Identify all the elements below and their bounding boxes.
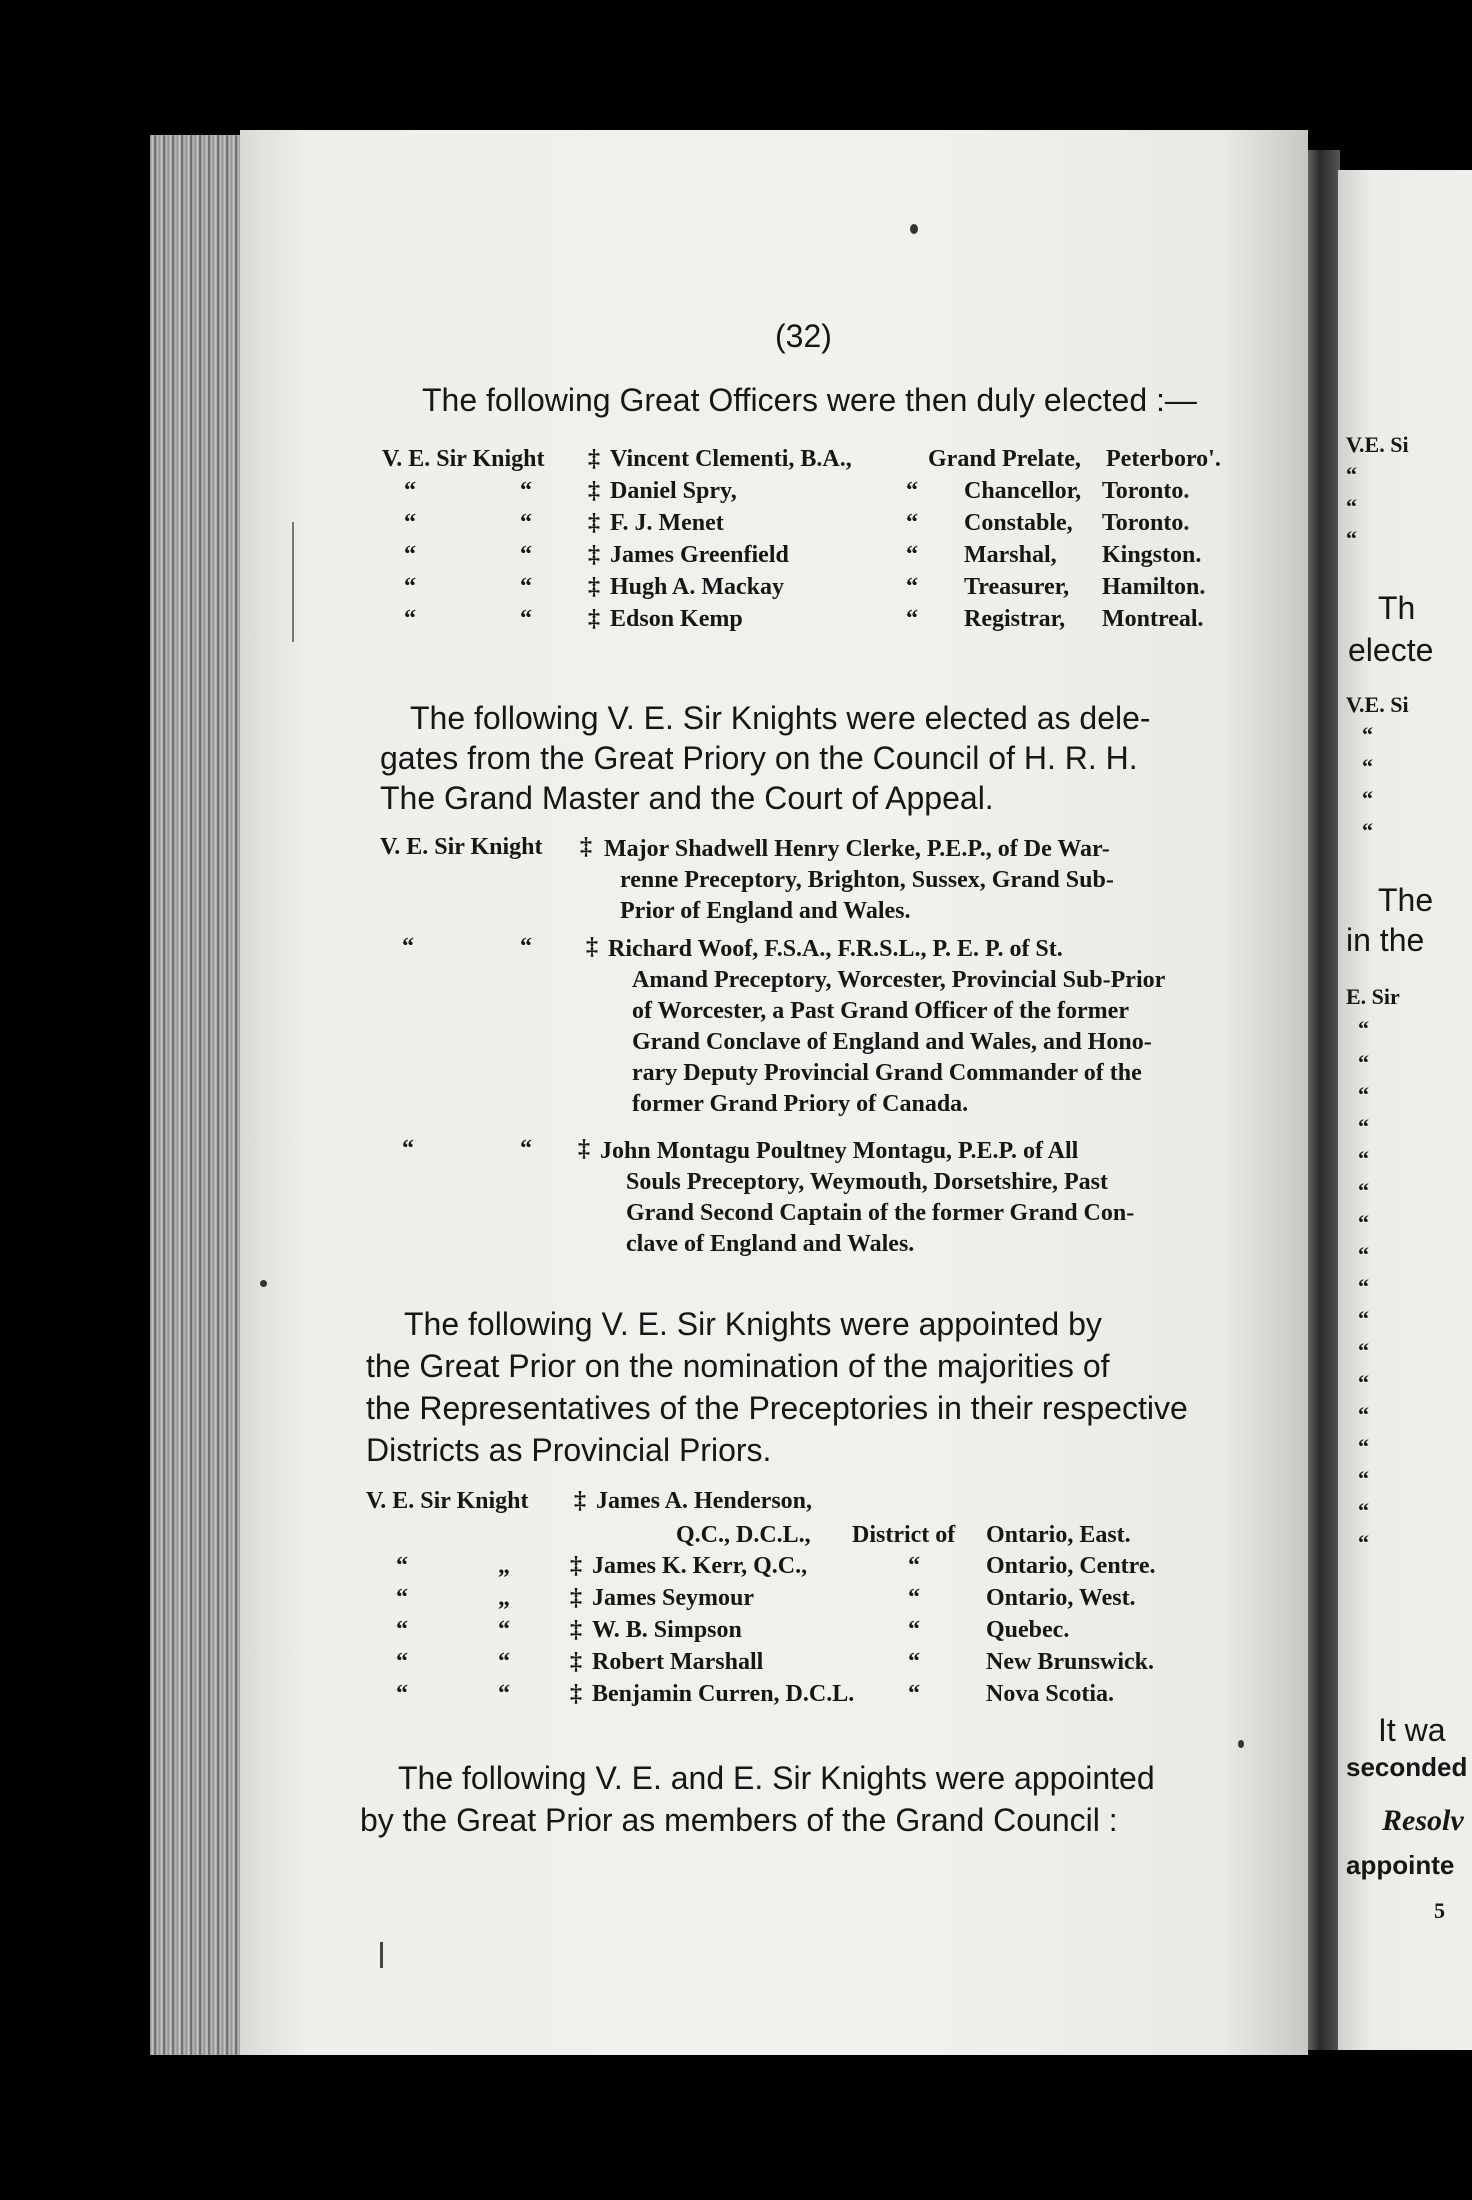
great-officers-intro: The following Great Officers were then duly elected :— [422,382,1197,418]
facing-page-fragment: E. Sir [1346,984,1400,1009]
ditto-mark: “ [908,1553,920,1579]
delegates-intro-line: The following V. E. Sir Knights were elected as dele- [410,700,1151,736]
delegate-prefix: V. E. Sir Knight [380,834,543,860]
prior-row [380,1553,1200,1585]
deceased-mark: ‡ [570,1649,582,1675]
prior-name: James A. Henderson, [596,1488,812,1514]
deceased-mark: ‡ [588,574,600,600]
delegate-text-line: Amand Preceptory, Worcester, Provincial Sub-Prior [632,967,1166,993]
officer-name: James Greenfield [610,542,789,568]
facing-page-fragment: “ [1358,1016,1369,1041]
officer-row [382,446,1262,478]
prior-district: Ontario, West. [986,1585,1136,1611]
prior-prefix: V. E. Sir Knight [366,1488,529,1514]
officer-place: Kingston. [1102,542,1202,568]
deceased-mark: ‡ [580,834,592,860]
facing-page-fragment: “ [1358,1050,1369,1075]
ditto-mark: “ [498,1617,510,1643]
ditto-mark: “ [520,934,532,960]
ditto-mark: „ [498,1553,510,1579]
officer-row [382,606,1262,638]
ditto-mark: “ [908,1649,920,1675]
facing-page-fragment: “ [1362,722,1373,747]
deceased-mark: ‡ [588,606,600,632]
prior-row [380,1585,1200,1617]
ditto-mark: “ [908,1585,920,1611]
officer-office: Marshal, [964,542,1057,568]
ditto-mark: „ [498,1585,510,1611]
officer-place: Montreal. [1102,606,1204,632]
officer-place: Peterboro'. [1106,446,1221,472]
facing-page-fragment: Resolv [1382,1804,1464,1837]
officer-name: Vincent Clementi, B.A., [610,446,852,472]
prior-name: Robert Marshall [592,1649,764,1675]
facing-page-fragment: “ [1358,1210,1369,1235]
officer-row [382,542,1262,574]
delegate-text-line: of Worcester, a Past Grand Officer of the former [632,998,1129,1024]
facing-page-fragment: “ [1358,1082,1369,1107]
delegates-intro-line: The Grand Master and the Court of Appeal. [380,780,994,816]
prior-row [380,1649,1200,1681]
facing-page-fragment: “ [1358,1370,1369,1395]
provincial-priors-intro-line: Districts as Provincial Priors. [366,1432,772,1468]
facing-page-fragment: V.E. Si [1346,432,1409,457]
prior-district: Quebec. [986,1617,1070,1643]
district-label: District of [852,1522,956,1548]
delegate-text-line: Richard Woof, F.S.A., F.R.S.L., P. E. P. of St. [608,936,1063,962]
page-edges [150,135,242,2055]
officer-name: Edson Kemp [610,606,743,632]
delegate-text-line: rary Deputy Provincial Grand Commander of the [632,1060,1142,1086]
ditto-mark: “ [520,574,532,600]
delegate-text-line: Major Shadwell Henry Clerke, P.E.P., of De War- [604,836,1110,862]
prior-row [380,1617,1200,1649]
prior-district: Ontario, East. [986,1522,1131,1548]
pencil-mark [380,1942,383,1968]
prior-district: Nova Scotia. [986,1681,1114,1707]
ditto-mark: “ [906,606,918,632]
officer-prefix: “ [404,606,416,632]
facing-page-fragment: “ [1358,1434,1369,1459]
deceased-mark: ‡ [574,1488,586,1514]
officer-office: Grand Prelate, [928,446,1081,472]
facing-page-fragment: “ [1358,1466,1369,1491]
deceased-mark: ‡ [570,1585,582,1611]
facing-page-fragment: “ [1346,526,1357,551]
officer-name: Hugh A. Mackay [610,574,785,600]
facing-page-fragment: “ [1362,786,1373,811]
ditto-mark: “ [908,1681,920,1707]
facing-page-fragment: “ [1358,1402,1369,1427]
page-number: (32) [775,318,832,354]
pencil-mark [292,522,294,642]
facing-page-fragment: “ [1358,1338,1369,1363]
ditto-mark: “ [396,1585,408,1611]
ink-speck [260,1280,267,1287]
delegate-text-line: Grand Second Captain of the former Grand Con- [626,1200,1135,1226]
deceased-mark: ‡ [570,1553,582,1579]
officer-office: Chancellor, [964,478,1082,504]
deceased-mark: ‡ [588,478,600,504]
ditto-mark: “ [520,478,532,504]
officer-prefix: V. E. Sir Knight [382,446,545,472]
prior-name: Benjamin Curren, D.C.L. [592,1681,855,1707]
deceased-mark: ‡ [570,1681,582,1707]
ink-speck [1238,1740,1244,1748]
grand-council-intro-line: The following V. E. and E. Sir Knights were appointed [398,1760,1155,1796]
ditto-mark: “ [906,542,918,568]
officer-prefix: “ [404,478,416,504]
ditto-mark: “ [906,510,918,536]
officer-place: Toronto. [1102,510,1190,536]
facing-page-fragment: “ [1358,1146,1369,1171]
facing-page-fragment: in the [1346,922,1425,958]
facing-page-fragment: The [1378,882,1434,918]
officer-office: Registrar, [964,606,1066,632]
deceased-mark: ‡ [588,446,600,472]
facing-page-fragment: “ [1358,1178,1369,1203]
officer-place: Hamilton. [1102,574,1206,600]
ditto-mark: “ [520,542,532,568]
facing-page-fragment: electe [1348,632,1434,668]
facing-page-fragment: “ [1358,1274,1369,1299]
ditto-mark: “ [520,606,532,632]
officer-prefix: “ [404,542,416,568]
ditto-mark: “ [396,1649,408,1675]
ink-speck [910,224,918,234]
delegate-text-line: Grand Conclave of England and Wales, and Hono- [632,1029,1152,1055]
facing-page-fragment: V.E. Si [1346,692,1409,717]
deceased-mark: ‡ [570,1617,582,1643]
officer-office: Treasurer, [964,574,1070,600]
ditto-mark: “ [396,1553,408,1579]
ditto-mark: “ [396,1617,408,1643]
ditto-mark: “ [498,1681,510,1707]
ditto-mark: “ [520,1136,532,1162]
delegate-text-line: clave of England and Wales. [626,1231,915,1257]
delegate-text-line: John Montagu Poultney Montagu, P.E.P. of All [600,1138,1079,1164]
delegate-text-line: renne Preceptory, Brighton, Sussex, Grand Sub- [620,867,1114,893]
facing-page-fragment: seconded [1346,1752,1468,1782]
facing-page-fragment: “ [1358,1242,1369,1267]
officer-name: F. J. Menet [610,510,724,536]
officer-office: Constable, [964,510,1073,536]
facing-page-fragment: “ [1362,818,1373,843]
prior-row [380,1681,1200,1713]
facing-page-fragment: “ [1358,1114,1369,1139]
prior-name: W. B. Simpson [592,1617,742,1643]
facing-page-fragment: “ [1358,1498,1369,1523]
provincial-priors-intro-line: the Representatives of the Preceptories in their respective [366,1390,1188,1426]
deceased-mark: ‡ [586,934,598,960]
deceased-mark: ‡ [578,1136,590,1162]
officer-prefix: “ [404,574,416,600]
deceased-mark: ‡ [588,510,600,536]
prior-name: James K. Kerr, Q.C., [592,1553,808,1579]
ditto-mark: “ [906,574,918,600]
ditto-mark: “ [402,1136,414,1162]
prior-district: New Brunswick. [986,1649,1155,1675]
delegate-text-line: Souls Preceptory, Weymouth, Dorsetshire, Past [626,1169,1108,1195]
facing-page-fragment: It wa [1378,1712,1446,1748]
ditto-mark: “ [498,1649,510,1675]
facing-page-fragment: 5 [1434,1898,1445,1923]
provincial-priors-intro-line: the Great Prior on the nomination of the majorities of [366,1348,1110,1384]
officer-row [382,574,1262,606]
officer-row [382,478,1262,510]
facing-page-fragment: appointe [1346,1850,1455,1880]
ditto-mark: “ [906,478,918,504]
officer-name: Daniel Spry, [610,478,737,504]
facing-page-fragment: Th [1378,590,1416,626]
facing-page-fragment: “ [1346,462,1357,487]
delegates-intro-line: gates from the Great Priory on the Council of H. R. H. [380,740,1138,776]
provincial-priors-intro-line: The following V. E. Sir Knights were appointed by [404,1306,1102,1342]
delegate-text-line: Prior of England and Wales. [620,898,911,924]
facing-page-fragment: “ [1358,1530,1369,1555]
grand-council-intro-line: by the Great Prior as members of the Grand Council : [360,1802,1118,1838]
ditto-mark: “ [402,934,414,960]
ditto-mark: “ [396,1681,408,1707]
prior-district: Ontario, Centre. [986,1553,1156,1579]
facing-page-fragment: “ [1358,1306,1369,1331]
prior-name: James Seymour [592,1585,754,1611]
prior-name-continued: Q.C., D.C.L., [676,1522,811,1548]
facing-page [1338,170,1472,2050]
officer-row [382,510,1262,542]
delegate-text-line: former Grand Priory of Canada. [632,1091,969,1117]
deceased-mark: ‡ [588,542,600,568]
facing-page-fragment: “ [1346,494,1357,519]
ditto-mark: “ [520,510,532,536]
officer-place: Toronto. [1102,478,1190,504]
facing-page-fragment: “ [1362,754,1373,779]
officer-prefix: “ [404,510,416,536]
ditto-mark: “ [908,1617,920,1643]
